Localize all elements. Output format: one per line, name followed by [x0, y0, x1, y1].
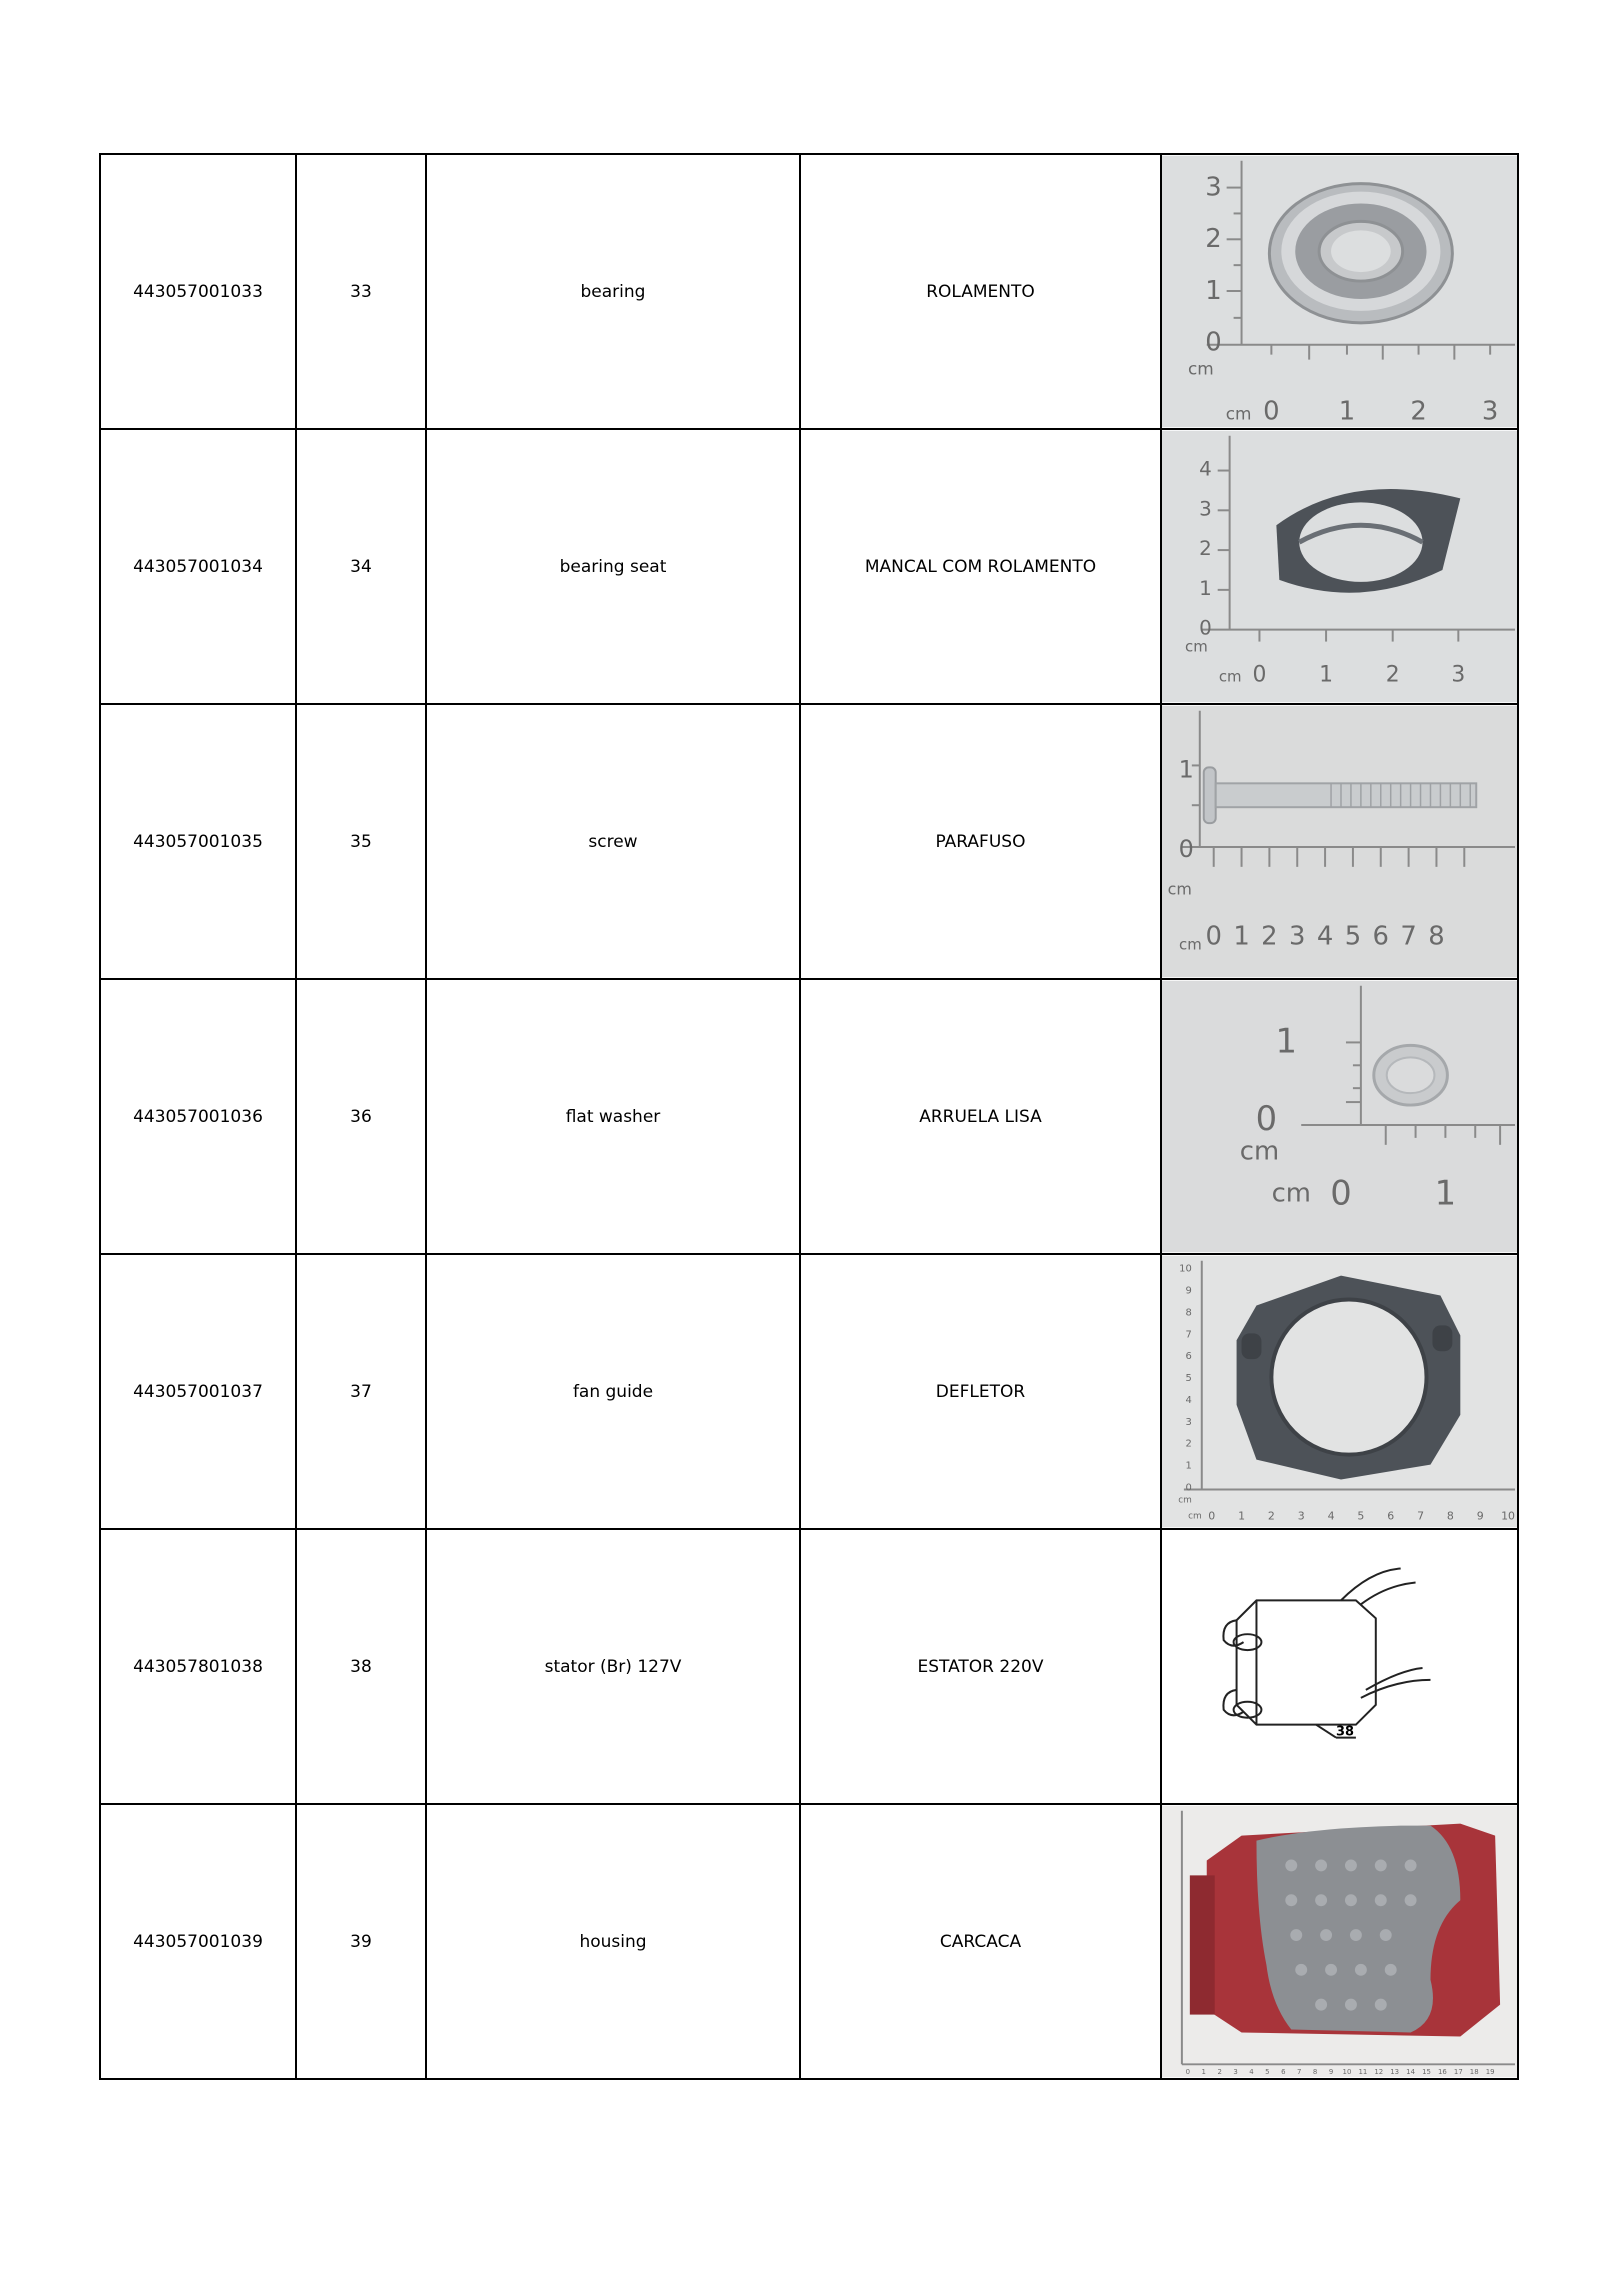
- stator-drawing: [1162, 1530, 1517, 1803]
- x-tick-label: 8: [1428, 921, 1445, 952]
- x-tick-label: 2: [1261, 921, 1278, 952]
- part-name-en: flat washer: [426, 979, 800, 1254]
- bearing-photo: [1162, 155, 1517, 428]
- axis-unit: cm: [1178, 1495, 1192, 1506]
- y-tick-label: 1: [1185, 1460, 1192, 1472]
- part-code: 443057001039: [100, 1804, 296, 2079]
- x-tick-label: 8: [1446, 1509, 1454, 1523]
- y-tick-label: 2: [1205, 224, 1222, 255]
- x-tick-label: 1: [1434, 1173, 1457, 1213]
- y-tick-label: 1: [1275, 1021, 1298, 1061]
- y-tick-label: 7: [1185, 1329, 1192, 1341]
- table-row: [100, 429, 1518, 704]
- x-tick-label: 12: [1374, 2068, 1384, 2077]
- x-tick-label: 5: [1344, 921, 1362, 952]
- y-tick-label: 4: [1185, 1394, 1192, 1406]
- x-tick-label: 11: [1358, 2068, 1368, 2077]
- x-tick-label: 0: [1252, 662, 1267, 688]
- part-photo-screw: [1161, 704, 1518, 979]
- x-tick-label: 7: [1400, 921, 1417, 952]
- part-name-pt: DEFLETOR: [800, 1254, 1161, 1529]
- axis-unit: cm: [1185, 637, 1208, 656]
- table-row: [100, 1804, 1518, 2079]
- y-tick-label: 3: [1205, 172, 1222, 203]
- y-tick-label: 0: [1178, 834, 1194, 863]
- stator-callout-label: 38: [1336, 1724, 1354, 1740]
- housing-photo: [1162, 1805, 1517, 2078]
- x-tick-label: 13: [1390, 2068, 1400, 2077]
- x-tick-label: 18: [1469, 2068, 1479, 2077]
- y-tick-label: 0: [1199, 616, 1212, 640]
- part-code: 443057001036: [100, 979, 296, 1254]
- x-tick-label: 3: [1451, 662, 1466, 688]
- part-name-pt: ESTATOR 220V: [800, 1529, 1161, 1804]
- x-tick-label: 3: [1289, 921, 1306, 952]
- part-name-pt: PARAFUSO: [800, 704, 1161, 979]
- x-tick-label: 15: [1422, 2068, 1431, 2077]
- y-tick-label: 0: [1255, 1098, 1278, 1138]
- x-tick-label: 6: [1281, 2068, 1286, 2077]
- axis-unit: cm: [1179, 935, 1202, 954]
- x-tick-label: 5: [1265, 2068, 1270, 2077]
- axis-unit: cm: [1188, 1511, 1202, 1522]
- part-number: 39: [296, 1804, 426, 2079]
- part-name-en: screw: [426, 704, 800, 979]
- x-tick-label: 0: [1208, 1509, 1216, 1523]
- x-tick-label: 3: [1233, 2068, 1238, 2077]
- table-row: [100, 154, 1518, 429]
- part-photo-fan-guide: [1161, 1254, 1518, 1529]
- y-tick-label: 1: [1178, 755, 1194, 784]
- x-tick-label: 0: [1263, 396, 1280, 427]
- x-tick-label: 10: [1501, 1509, 1516, 1523]
- part-name-en: stator (Br) 127V: [426, 1529, 800, 1804]
- part-number: 36: [296, 979, 426, 1254]
- y-tick-label: 9: [1185, 1285, 1192, 1297]
- axis-unit: cm: [1225, 403, 1252, 424]
- y-tick-label: 10: [1179, 1263, 1192, 1275]
- part-photo-bearing: [1161, 154, 1518, 429]
- table-row: [100, 1529, 1518, 1804]
- x-tick-label: 7: [1297, 2068, 1302, 2077]
- axis-unit: cm: [1167, 879, 1192, 899]
- x-tick-label: 10: [1342, 2068, 1352, 2077]
- y-tick-label: 8: [1185, 1307, 1192, 1319]
- x-tick-label: 0: [1330, 1173, 1352, 1213]
- x-tick-label: 2: [1217, 2068, 1222, 2077]
- x-tick-label: 7: [1417, 1509, 1425, 1523]
- x-tick-label: 0: [1185, 2068, 1191, 2077]
- part-name-pt: ARRUELA LISA: [800, 979, 1161, 1254]
- part-number: 33: [296, 154, 426, 429]
- x-tick-label: 2: [1410, 396, 1427, 427]
- part-photo-bearing-seat: [1161, 429, 1518, 704]
- y-tick-label: 6: [1185, 1351, 1192, 1363]
- x-tick-label: 1: [1338, 396, 1356, 427]
- x-tick-label: 2: [1267, 1509, 1275, 1523]
- part-code: 443057001035: [100, 704, 296, 979]
- screw-photo: [1162, 705, 1517, 978]
- axis-unit: cm: [1239, 1136, 1280, 1167]
- y-tick-label: 0: [1205, 327, 1222, 358]
- x-tick-label: 3: [1481, 396, 1499, 427]
- y-tick-label: 3: [1199, 497, 1212, 521]
- part-name-pt: CARCACA: [800, 1804, 1161, 2079]
- part-number: 35: [296, 704, 426, 979]
- part-name-pt: ROLAMENTO: [800, 154, 1161, 429]
- x-tick-label: 5: [1357, 1509, 1365, 1523]
- y-tick-label: 2: [1185, 1438, 1192, 1450]
- x-tick-label: 1: [1238, 1509, 1246, 1523]
- x-tick-label: 17: [1453, 2068, 1463, 2077]
- y-tick-label: 1: [1199, 576, 1212, 600]
- y-tick-label: 3: [1185, 1416, 1192, 1428]
- x-tick-label: 4: [1249, 2068, 1254, 2077]
- x-tick-label: 1: [1233, 921, 1250, 952]
- x-tick-label: 1: [1201, 2068, 1206, 2077]
- table-row: [100, 704, 1518, 979]
- x-tick-label: 6: [1372, 921, 1389, 952]
- part-code: 443057001037: [100, 1254, 296, 1529]
- part-name-en: bearing: [426, 154, 800, 429]
- part-name-en: bearing seat: [426, 429, 800, 704]
- x-tick-label: 9: [1328, 2068, 1334, 2077]
- part-name-en: fan guide: [426, 1254, 800, 1529]
- bearing-seat-photo: [1162, 430, 1517, 703]
- y-tick-label: 5: [1185, 1373, 1192, 1385]
- table-row: [100, 979, 1518, 1254]
- axis-unit: cm: [1218, 667, 1242, 686]
- part-code: 443057801038: [100, 1529, 296, 1804]
- x-tick-label: 14: [1406, 2068, 1416, 2077]
- x-tick-label: 4: [1316, 921, 1334, 952]
- parts-table: [99, 153, 1519, 2080]
- x-tick-label: 6: [1387, 1509, 1395, 1523]
- part-name-en: housing: [426, 1804, 800, 2079]
- part-code: 443057001034: [100, 429, 296, 704]
- y-tick-label: 4: [1199, 457, 1212, 481]
- x-tick-label: 16: [1437, 2068, 1447, 2077]
- x-tick-label: 2: [1385, 662, 1400, 688]
- x-tick-label: 3: [1297, 1509, 1305, 1523]
- x-tick-label: 0: [1205, 921, 1222, 952]
- part-number: 38: [296, 1529, 426, 1804]
- part-photo-housing: [1161, 1804, 1518, 2079]
- part-number: 34: [296, 429, 426, 704]
- x-tick-label: 9: [1476, 1509, 1484, 1523]
- part-code: 443057001033: [100, 154, 296, 429]
- flat-washer-photo: [1162, 980, 1517, 1253]
- x-tick-label: 1: [1319, 662, 1334, 688]
- axis-unit: cm: [1271, 1178, 1311, 1209]
- fan-guide-photo: [1162, 1255, 1517, 1528]
- axis-unit: cm: [1187, 358, 1214, 379]
- part-photo-flat-washer: [1161, 979, 1518, 1254]
- x-tick-label: 8: [1312, 2068, 1318, 2077]
- y-tick-label: 2: [1199, 537, 1212, 561]
- x-tick-label: 4: [1327, 1509, 1335, 1523]
- y-tick-label: 0: [1185, 1482, 1192, 1494]
- y-tick-label: 1: [1205, 275, 1222, 306]
- part-number: 37: [296, 1254, 426, 1529]
- part-drawing-stator: [1161, 1529, 1518, 1804]
- table-row: [100, 1254, 1518, 1529]
- x-tick-label: 19: [1485, 2068, 1495, 2077]
- part-name-pt: MANCAL COM ROLAMENTO: [800, 429, 1161, 704]
